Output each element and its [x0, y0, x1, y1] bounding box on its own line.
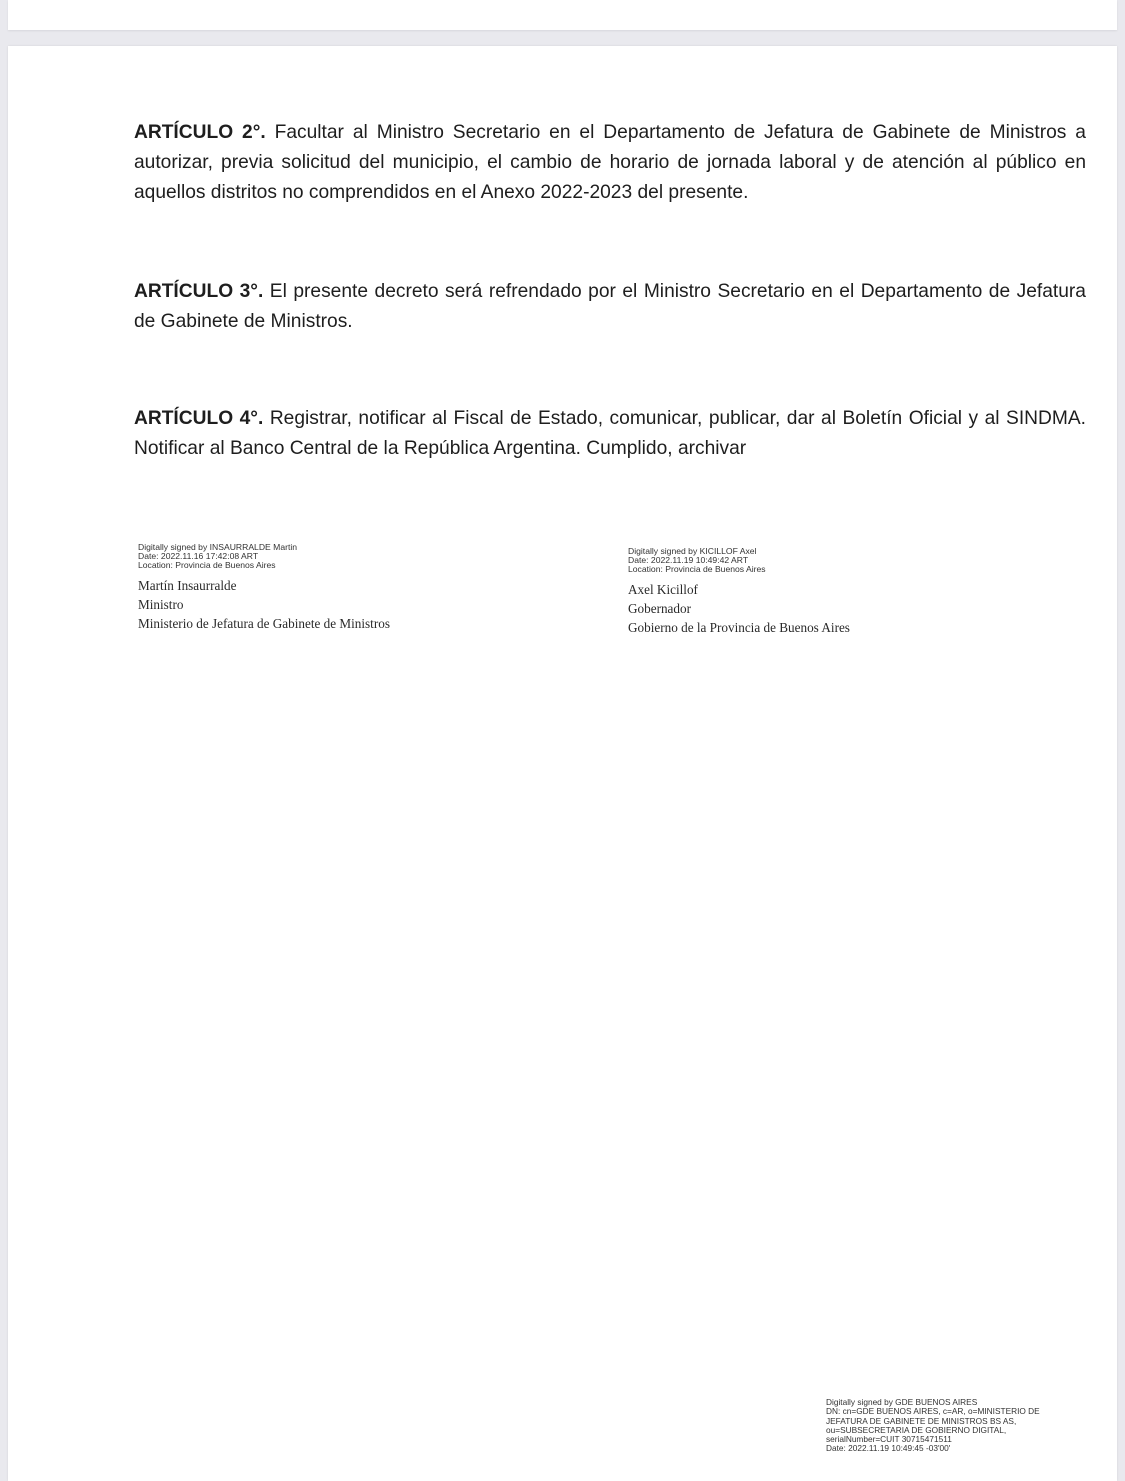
signer-name: Martín Insaurralde [138, 578, 237, 593]
footer-signature-line-3: JEFATURA DE GABINETE DE MINISTROS BS AS, [826, 1415, 1017, 1426]
signer-office: Ministerio de Jefatura de Gabinete de Ministros [138, 616, 390, 631]
footer-signature-line-5: serialNumber=CUIT 30715471511 [826, 1434, 952, 1445]
digital-signature-line: Digitally signed by KICILLOF Axel [628, 546, 757, 556]
signature-date: Date: 2022.11.16 17:42:08 ART [138, 551, 259, 561]
article-4-label: ARTÍCULO 4°. [134, 408, 264, 429]
signer-office: Gobierno de la Provincia de Buenos Aires [628, 620, 850, 635]
document-digital-signature [826, 1398, 1096, 1454]
footer-signature-line-1: Digitally signed by GDE BUENOS AIRES [826, 1397, 978, 1407]
article-4-text: Registrar, notificar al Fiscal de Estado, comunicar, publicar, dar al Boletín Oficial y al SINDMA. Notificar al Banco Central de la República Argentina. Cumplido, archivar [134, 408, 1086, 459]
signature-date: Date: 2022.11.19 10:49:42 ART [628, 555, 749, 565]
signer-name: Axel Kicillof [628, 582, 698, 597]
signature-location: Location: Provincia de Buenos Aires [138, 560, 276, 570]
footer-signature-line-6: Date: 2022.11.19 10:49:45 -03'00' [826, 1443, 951, 1454]
previous-page-edge [8, 0, 1117, 30]
article-2-text: Facultar al Ministro Secretario en el Departamento de Jefatura de Gabinete de Ministros a autorizar, previa solicitud del municipio, el cambio de horario de jornada laboral y de atención al público en aquellos distritos no comprendidos en el Anexo 2022-2023 del presente. [134, 122, 1086, 203]
footer-signature-line-4: ou=SUBSECRETARIA DE GOBIERNO DIGITAL, [826, 1424, 1007, 1435]
article-4 [134, 404, 1086, 464]
footer-signature-line-2: DN: cn=GDE BUENOS AIRES, c=AR, o=MINISTERIO DE [826, 1406, 1040, 1417]
digital-signature-line: Digitally signed by INSAURRALDE Martin [138, 542, 298, 552]
signer-role: Ministro [138, 597, 184, 612]
article-2 [134, 118, 1086, 208]
signature-block-minister [138, 543, 390, 633]
document-page[interactable] [8, 46, 1117, 1481]
article-3-label: ARTÍCULO 3°. [134, 281, 264, 302]
signature-block-governor [628, 547, 850, 637]
signature-location: Location: Provincia de Buenos Aires [628, 564, 766, 574]
article-3-text: El presente decreto será refrendado por el Ministro Secretario en el Departamento de Jefatura de Gabinete de Ministros. [134, 281, 1086, 332]
article-2-label: ARTÍCULO 2°. [134, 122, 266, 143]
signer-role: Gobernador [628, 601, 691, 616]
article-3 [134, 277, 1086, 337]
